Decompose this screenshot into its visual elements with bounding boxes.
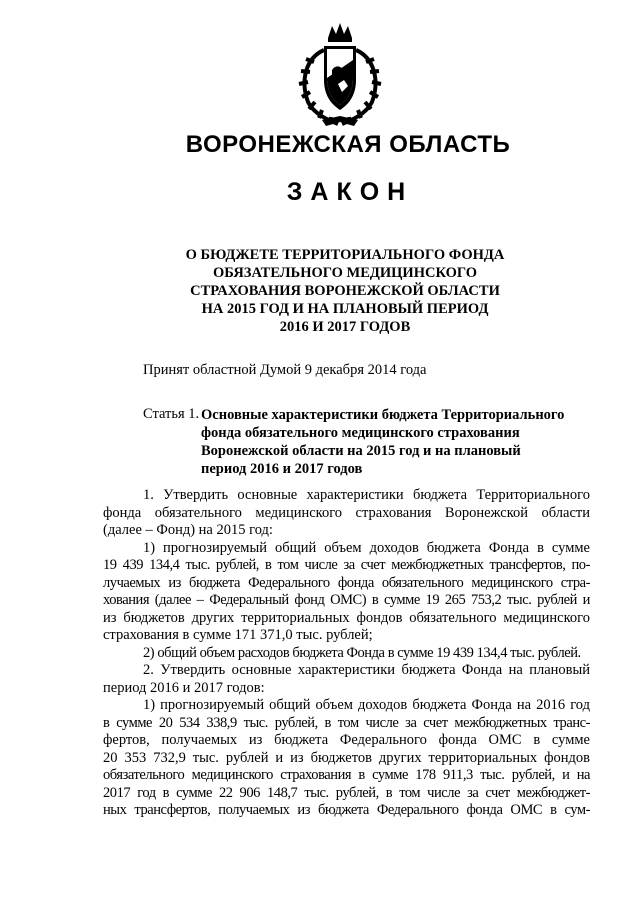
paragraph-line: период 2016 и 2017 годов: [103, 679, 265, 696]
law-title-line: ОБЯЗАТЕЛЬНОГО МЕДИЦИНСКОГО [212, 265, 478, 281]
paragraph-line: 20 353 732,9 тыс. рублей и из бюджетов других территориальных фондов [103, 749, 590, 766]
paragraph-line: 1. Утвердить основные характеристики бюджета Территориального [143, 487, 590, 503]
paragraph-line: в сумме 20 534 338,9 тыс. рублей, в том числе за счет межбюджетных транс- [103, 714, 590, 731]
adoption-note: Принят областной Думой 9 декабря 2014 года [143, 362, 427, 378]
article-heading-line: период 2016 и 2017 годов [201, 461, 363, 477]
law-title-line: 2016 И 2017 ГОДОВ [279, 319, 411, 335]
paragraph-line: 19 439 134,4 тыс. рублей, в том числе за счет межбюджетных трансфертов, по- [103, 557, 590, 573]
law-title-line: СТРАХОВАНИЯ ВОРОНЕЖСКОЙ ОБЛАСТИ [190, 283, 500, 299]
paragraph-line: фертов, получаемых из бюджета Федерального фонда ОМС в сумме [103, 732, 590, 748]
law-title [150, 246, 540, 336]
coat-of-arms-emblem [294, 20, 386, 128]
article-heading-line: Основные характеристики бюджета Территориального [201, 407, 565, 423]
paragraph-line: ных трансфертов, получаемых из бюджета Федерального фонда ОМС в сум- [103, 802, 590, 818]
article-heading [201, 406, 564, 478]
article-label: Статья 1. [143, 406, 200, 422]
document-type: ЗАКОН [286, 178, 414, 206]
paragraph-line: 2017 год в сумме 22 906 148,7 тыс. рублей, в том числе за счет межбюджет- [103, 784, 590, 801]
paragraph-line: 1) прогнозируемый общий объем доходов бюджета Фонда на 2016 год [143, 697, 590, 713]
law-title-line: НА 2015 ГОД И НА ПЛАНОВЫЙ ПЕРИОД [201, 301, 489, 317]
paragraph-line: лучаемых из бюджета Федерального фонда обязательного медицинского стра- [103, 574, 590, 591]
paragraph-line: хования (далее – Федеральный фонд ОМС) в сумме 19 265 753,2 тыс. рублей и [103, 592, 590, 608]
paragraph-line: обязательного медицинского страхования в сумме 178 911,3 тыс. рублей, и на [103, 767, 590, 783]
article-heading-line: Воронежской области на 2015 год и на плановый [201, 443, 521, 459]
paragraph-line: 1) прогнозируемый общий объем доходов бюджета Фонда в сумме [143, 539, 590, 556]
paragraph-line: (далее – Фонд) на 2015 год: [103, 522, 273, 538]
paragraph-line: из бюджетов других территориальных фондов обязательного медицинского [103, 609, 590, 626]
article-body [103, 487, 590, 820]
paragraph-line: 2. Утвердить основные характеристики бюджета Фонда на плановый [143, 662, 590, 678]
region-name: ВОРОНЕЖСКАЯ ОБЛАСТЬ [185, 131, 511, 158]
paragraph-line: фонда обязательного медицинского страхования Воронежской области [103, 504, 590, 521]
law-title-line: О БЮДЖЕТЕ ТЕРРИТОРИАЛЬНОГО ФОНДА [185, 247, 505, 263]
paragraph-line: 2) общий объем расходов бюджета Фонда в сумме 19 439 134,4 тыс. рублей. [143, 644, 581, 661]
paragraph-line: страхования в сумме 171 371,0 тыс. рублей; [103, 627, 373, 643]
article-heading-line: фонда обязательного медицинского страхования [201, 425, 520, 441]
